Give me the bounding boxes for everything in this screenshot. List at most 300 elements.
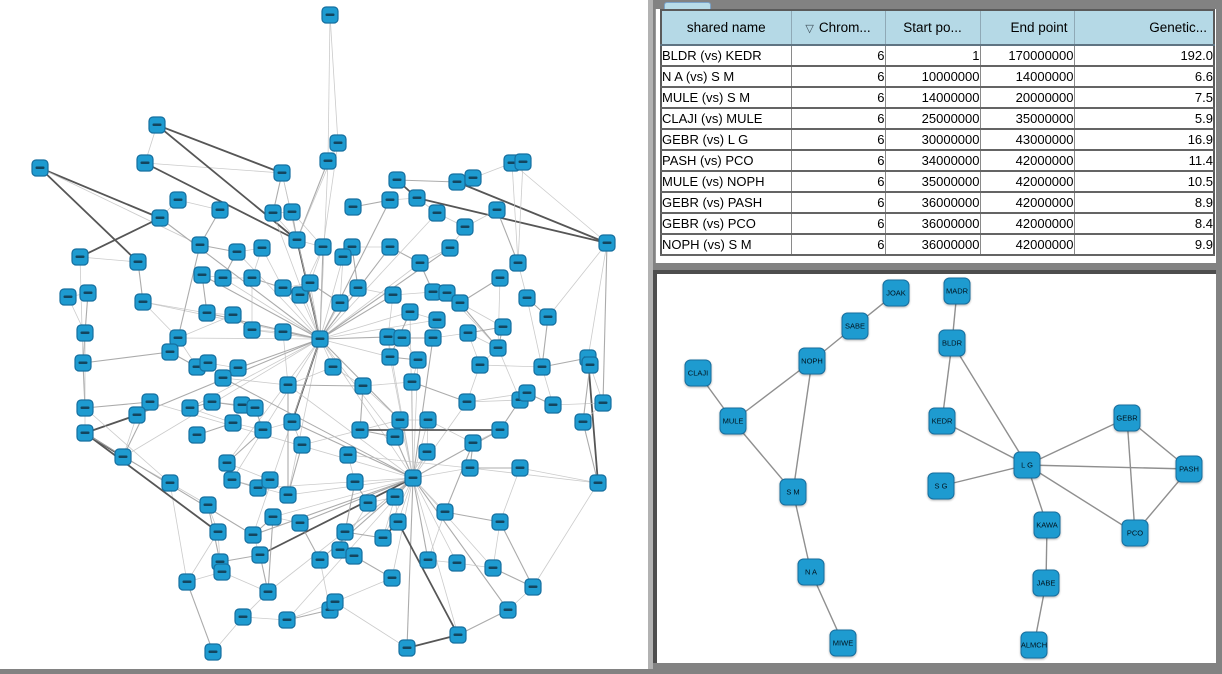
- cell-shared-name: BLDR (vs) KEDR: [661, 45, 791, 66]
- node-label-glyph: [36, 167, 45, 170]
- node-label-glyph: [229, 422, 238, 425]
- node-label-glyph: [356, 429, 365, 432]
- node-label-glyph: [141, 162, 150, 165]
- network-edge[interactable]: [83, 352, 170, 363]
- node-label-glyph: [393, 179, 402, 182]
- node-label-glyph: [283, 619, 292, 622]
- node-label-glyph: [429, 291, 438, 294]
- network-edge[interactable]: [527, 298, 542, 367]
- node-label: PASH: [1179, 464, 1199, 474]
- node-label-glyph: [288, 211, 297, 214]
- cell-value: 20000000: [980, 87, 1074, 108]
- cell-value: 170000000: [980, 45, 1074, 66]
- network-edge[interactable]: [793, 361, 812, 492]
- node-label: MADR: [945, 286, 969, 296]
- node-label-glyph: [239, 616, 248, 619]
- node-label-glyph: [279, 287, 288, 290]
- column-header-chromosome[interactable]: [791, 10, 885, 45]
- node-label-glyph: [316, 559, 325, 562]
- node-label-glyph: [496, 429, 505, 432]
- node-label: L G: [1021, 460, 1033, 470]
- node-label-glyph: [413, 197, 422, 200]
- network-edge[interactable]: [302, 420, 400, 445]
- cell-value: 6: [791, 192, 885, 213]
- node-label-glyph: [329, 366, 338, 369]
- node-label-glyph: [119, 456, 128, 459]
- network-edge[interactable]: [413, 478, 428, 560]
- node-label-glyph: [466, 467, 475, 470]
- cell-value: 10000000: [885, 66, 980, 87]
- node-label-glyph: [183, 581, 192, 584]
- network-edge[interactable]: [518, 162, 523, 263]
- node-label-glyph: [216, 209, 225, 212]
- column-header-start-position[interactable]: Start po...: [885, 10, 980, 45]
- node-label-glyph: [293, 239, 302, 242]
- cell-value: 192.0: [1074, 45, 1214, 66]
- network-edge[interactable]: [470, 468, 598, 483]
- node-label-glyph: [208, 401, 217, 404]
- table-header-row: [661, 10, 1214, 45]
- network-edge[interactable]: [320, 320, 437, 339]
- table-row[interactable]: [661, 150, 1214, 171]
- table-row[interactable]: [661, 129, 1214, 150]
- node-label: MULE: [722, 416, 744, 426]
- cell-value: 7.5: [1074, 87, 1214, 108]
- edge-attribute-table: [660, 9, 1215, 256]
- node-label-glyph: [234, 367, 243, 370]
- node-label-glyph: [279, 331, 288, 334]
- node-label-glyph: [296, 294, 305, 297]
- cell-value: 6: [791, 45, 885, 66]
- cell-shared-name: N A (vs) S M: [661, 66, 791, 87]
- node-label-glyph: [216, 561, 225, 564]
- node-label-glyph: [594, 482, 603, 485]
- node-label-glyph: [258, 247, 267, 250]
- node-label-glyph: [326, 14, 335, 17]
- cell-value: 6.6: [1074, 66, 1214, 87]
- node-label-glyph: [386, 199, 395, 202]
- network-edge[interactable]: [157, 125, 297, 240]
- node-label-glyph: [341, 531, 350, 534]
- node-label-glyph: [264, 591, 273, 594]
- node-label-glyph: [219, 277, 228, 280]
- cell-value: 6: [791, 150, 885, 171]
- cell-value: 36000000: [885, 213, 980, 234]
- cell-value: 42000000: [980, 192, 1074, 213]
- network-edge[interactable]: [952, 343, 1027, 465]
- filter-icon: ▽: [805, 23, 814, 35]
- table-body: [661, 45, 1214, 255]
- node-label-glyph: [81, 432, 90, 435]
- table-row[interactable]: [661, 213, 1214, 234]
- node-label-glyph: [359, 385, 368, 388]
- node-label-glyph: [174, 337, 183, 340]
- cell-value: 14000000: [980, 66, 1074, 87]
- node-label-glyph: [398, 337, 407, 340]
- network-edge[interactable]: [330, 15, 338, 143]
- cell-value: 6: [791, 234, 885, 255]
- network-node-bldr[interactable]: [939, 330, 966, 357]
- network-edge[interactable]: [397, 180, 457, 182]
- node-label-glyph: [228, 479, 237, 482]
- node-label-glyph: [248, 329, 257, 332]
- node-label-glyph: [379, 537, 388, 540]
- node-label-glyph: [504, 609, 513, 612]
- cell-value: 1: [885, 45, 980, 66]
- small-network-canvas[interactable]: [657, 274, 1216, 663]
- node-label-glyph: [298, 444, 307, 447]
- node-label-glyph: [496, 521, 505, 524]
- node-label-glyph: [446, 247, 455, 250]
- cell-value: 16.9: [1074, 129, 1214, 150]
- node-label-glyph: [324, 160, 333, 163]
- node-label-glyph: [351, 481, 360, 484]
- network-edge[interactable]: [288, 385, 363, 386]
- node-label-glyph: [81, 407, 90, 410]
- cell-shared-name: NOPH (vs) S M: [661, 234, 791, 255]
- network-node-s-m[interactable]: [780, 479, 807, 506]
- node-label-glyph: [336, 302, 345, 305]
- node-label-glyph: [256, 554, 265, 557]
- network-node-gebr[interactable]: [1114, 405, 1141, 432]
- node-label-glyph: [391, 436, 400, 439]
- node-label-glyph: [238, 404, 247, 407]
- network-node-kedr[interactable]: [929, 408, 956, 435]
- node-label: NOPH: [801, 356, 823, 366]
- node-label-glyph: [429, 337, 438, 340]
- cell-value: 6: [791, 213, 885, 234]
- cell-shared-name: MULE (vs) S M: [661, 87, 791, 108]
- network-edge[interactable]: [223, 378, 288, 385]
- node-label-glyph: [316, 338, 325, 341]
- node-label-glyph: [463, 401, 472, 404]
- node-label-glyph: [204, 504, 213, 507]
- cell-value: 36000000: [885, 234, 980, 255]
- network-node-miwe[interactable]: [830, 630, 857, 657]
- table-row[interactable]: [661, 171, 1214, 192]
- node-label-glyph: [254, 487, 263, 490]
- node-label: GEBR: [1116, 413, 1138, 423]
- node-label-glyph: [64, 296, 73, 299]
- node-label-glyph: [476, 364, 485, 367]
- node-label-glyph: [453, 181, 462, 184]
- node-label-glyph: [186, 407, 195, 410]
- cell-value: 34000000: [885, 150, 980, 171]
- node-label-glyph: [409, 477, 418, 480]
- cell-value: 9.9: [1074, 234, 1214, 255]
- column-header-end-point[interactable]: End point: [980, 10, 1074, 45]
- network-node-noph[interactable]: [799, 348, 826, 375]
- network-edge[interactable]: [80, 218, 160, 257]
- node-label: KEDR: [931, 416, 953, 426]
- network-node-pash[interactable]: [1176, 456, 1203, 483]
- network-edge[interactable]: [413, 478, 508, 610]
- network-edge[interactable]: [603, 243, 607, 403]
- node-label-glyph: [443, 292, 452, 295]
- cell-value: 30000000: [885, 129, 980, 150]
- node-label-glyph: [523, 392, 532, 395]
- node-label-glyph: [334, 142, 343, 145]
- node-label-glyph: [219, 377, 228, 380]
- node-label-glyph: [218, 571, 227, 574]
- network-edge[interactable]: [1127, 418, 1135, 533]
- network-edge[interactable]: [398, 522, 458, 635]
- cell-value: 42000000: [980, 171, 1074, 192]
- node-label-glyph: [384, 336, 393, 339]
- node-label-glyph: [414, 359, 423, 362]
- cell-value: 43000000: [980, 129, 1074, 150]
- node-label: JOAK: [886, 288, 906, 298]
- network-edge[interactable]: [187, 582, 213, 652]
- node-label-glyph: [156, 217, 165, 220]
- node-label-glyph: [248, 277, 257, 280]
- node-label-glyph: [266, 479, 275, 482]
- node-label-glyph: [586, 364, 595, 367]
- column-header-chromosome-label: Chrom...: [818, 20, 871, 35]
- node-label-glyph: [496, 277, 505, 280]
- table-row[interactable]: [661, 192, 1214, 213]
- network-edge[interactable]: [40, 168, 160, 218]
- node-label-glyph: [538, 366, 547, 369]
- node-label-glyph: [454, 634, 463, 637]
- network-node-joak[interactable]: [883, 280, 910, 307]
- node-label-glyph: [549, 404, 558, 407]
- cell-value: 6: [791, 87, 885, 108]
- network-node-s-g[interactable]: [928, 473, 955, 500]
- network-node-mule[interactable]: [720, 408, 747, 435]
- node-label-glyph: [423, 451, 432, 454]
- small-network-panel: [653, 270, 1216, 663]
- node-label-glyph: [233, 251, 242, 254]
- node-label: S G: [934, 481, 948, 491]
- table-row[interactable]: [661, 66, 1214, 87]
- network-node-sabe[interactable]: [842, 313, 869, 340]
- node-label-glyph: [166, 351, 175, 354]
- node-label-glyph: [84, 292, 93, 295]
- node-label-glyph: [336, 549, 345, 552]
- node-label-glyph: [406, 311, 415, 314]
- node-label-glyph: [394, 521, 403, 524]
- node-label-glyph: [433, 319, 442, 322]
- network-edge[interactable]: [498, 278, 500, 348]
- node-label-glyph: [349, 206, 358, 209]
- node-label-glyph: [209, 651, 218, 654]
- node-label-glyph: [516, 467, 525, 470]
- node-label-glyph: [306, 282, 315, 285]
- node-label-glyph: [529, 586, 538, 589]
- node-label: KAWA: [1036, 520, 1058, 530]
- node-label-glyph: [153, 124, 162, 127]
- network-edge[interactable]: [223, 378, 413, 478]
- node-label-glyph: [408, 381, 417, 384]
- network-edge[interactable]: [445, 443, 473, 512]
- cell-shared-name: MULE (vs) NOPH: [661, 171, 791, 192]
- node-label: PCO: [1126, 528, 1144, 538]
- cell-value: 25000000: [885, 108, 980, 129]
- network-edge[interactable]: [178, 245, 200, 338]
- network-edge[interactable]: [512, 163, 518, 263]
- node-label-glyph: [364, 502, 373, 505]
- node-label-glyph: [134, 261, 143, 264]
- table-row[interactable]: [661, 87, 1214, 108]
- node-label-glyph: [350, 555, 359, 558]
- network-edge[interactable]: [533, 483, 598, 587]
- node-label-glyph: [133, 414, 142, 417]
- network-edge[interactable]: [85, 408, 170, 483]
- node-label-glyph: [284, 494, 293, 497]
- cell-value: 35000000: [980, 108, 1074, 129]
- cell-shared-name: GEBR (vs) PCO: [661, 213, 791, 234]
- node-label-glyph: [386, 356, 395, 359]
- node-label-glyph: [389, 294, 398, 297]
- network-edge[interactable]: [1027, 418, 1127, 465]
- cell-value: 6: [791, 171, 885, 192]
- node-label-glyph: [354, 287, 363, 290]
- node-label-glyph: [146, 401, 155, 404]
- node-label-glyph: [251, 407, 260, 410]
- network-node-almch[interactable]: [1021, 632, 1048, 659]
- node-label-glyph: [494, 347, 503, 350]
- node-label-glyph: [469, 442, 478, 445]
- node-label-glyph: [223, 462, 232, 465]
- cell-value: 42000000: [980, 213, 1074, 234]
- table-row[interactable]: [661, 45, 1214, 66]
- network-edge[interactable]: [40, 168, 138, 262]
- node-label-glyph: [579, 421, 588, 424]
- network-edge[interactable]: [85, 433, 218, 532]
- node-label-glyph: [278, 172, 287, 175]
- node-label-glyph: [599, 402, 608, 405]
- node-label-glyph: [424, 559, 433, 562]
- column-header-genetic[interactable]: Genetic...: [1074, 10, 1214, 45]
- cell-value: 10.5: [1074, 171, 1214, 192]
- node-label: JABE: [1036, 578, 1056, 588]
- cell-value: 36000000: [885, 192, 980, 213]
- node-label-glyph: [76, 256, 85, 259]
- node-label-glyph: [229, 314, 238, 317]
- node-label: MIWE: [832, 638, 854, 648]
- network-node-jabe[interactable]: [1033, 570, 1060, 597]
- node-label-glyph: [523, 297, 532, 300]
- node-label-glyph: [284, 384, 293, 387]
- node-label-glyph: [493, 209, 502, 212]
- network-node-pco[interactable]: [1122, 520, 1149, 547]
- cell-value: 6: [791, 66, 885, 87]
- network-edge[interactable]: [1027, 465, 1189, 469]
- network-edge[interactable]: [480, 365, 542, 367]
- node-label: BLDR: [941, 338, 962, 348]
- cell-value: 5.9: [1074, 108, 1214, 129]
- network-node-l-g[interactable]: [1014, 452, 1041, 479]
- network-node-madr[interactable]: [944, 278, 971, 305]
- cell-value: 11.4: [1074, 150, 1214, 171]
- node-label-glyph: [464, 332, 473, 335]
- network-edge[interactable]: [157, 125, 282, 173]
- node-label-glyph: [348, 246, 357, 249]
- node-label-glyph: [196, 244, 205, 247]
- node-label-glyph: [514, 262, 523, 265]
- node-label-glyph: [269, 516, 278, 519]
- node-label-glyph: [453, 562, 462, 565]
- node-label: SABE: [844, 321, 865, 331]
- node-label-glyph: [344, 454, 353, 457]
- node-label-glyph: [203, 312, 212, 315]
- node-label-glyph: [269, 212, 278, 215]
- node-label-glyph: [386, 246, 395, 249]
- node-label-glyph: [288, 421, 297, 424]
- node-label-glyph: [499, 326, 508, 329]
- node-label-glyph: [81, 332, 90, 335]
- cell-shared-name: PASH (vs) PCO: [661, 150, 791, 171]
- node-label-glyph: [396, 419, 405, 422]
- cell-value: 42000000: [980, 150, 1074, 171]
- cell-value: 35000000: [885, 171, 980, 192]
- network-edge[interactable]: [80, 257, 83, 363]
- node-label-glyph: [249, 534, 258, 537]
- node-label-glyph: [198, 274, 207, 277]
- node-label-glyph: [461, 226, 470, 229]
- node-label-glyph: [193, 434, 202, 437]
- network-edge[interactable]: [335, 602, 407, 648]
- node-label-glyph: [339, 256, 348, 259]
- network-node-claji[interactable]: [685, 360, 712, 387]
- node-label-glyph: [296, 522, 305, 525]
- node-label: N A: [804, 567, 818, 577]
- node-label-glyph: [469, 177, 478, 180]
- node-label-glyph: [489, 567, 498, 570]
- cell-shared-name: GEBR (vs) L G: [661, 129, 791, 150]
- network-node-n-a[interactable]: [798, 559, 825, 586]
- network-node-kawa[interactable]: [1034, 512, 1061, 539]
- cell-value: 42000000: [980, 234, 1074, 255]
- node-label: ALMCH: [1020, 640, 1048, 650]
- node-label-glyph: [456, 302, 465, 305]
- node-label-glyph: [519, 161, 528, 164]
- cell-value: 6: [791, 129, 885, 150]
- node-label: S M: [786, 487, 800, 497]
- node-label: CLAJI: [687, 368, 709, 378]
- cell-value: 8.4: [1074, 213, 1214, 234]
- cell-value: 14000000: [885, 87, 980, 108]
- node-label-glyph: [166, 482, 175, 485]
- node-label-glyph: [331, 601, 340, 604]
- table-panel: [655, 9, 1216, 263]
- node-label-glyph: [603, 242, 612, 245]
- network-edge[interactable]: [548, 243, 607, 317]
- cell-value: 8.9: [1074, 192, 1214, 213]
- node-label-glyph: [214, 531, 223, 534]
- node-label-glyph: [441, 511, 450, 514]
- node-label-glyph: [416, 262, 425, 265]
- node-label-glyph: [403, 647, 412, 650]
- column-header-shared-name[interactable]: shared name: [661, 10, 791, 45]
- node-label-glyph: [388, 577, 397, 580]
- cell-shared-name: CLAJI (vs) MULE: [661, 108, 791, 129]
- table-row[interactable]: [661, 108, 1214, 129]
- cell-value: 6: [791, 108, 885, 129]
- node-label-glyph: [544, 316, 553, 319]
- node-label-glyph: [139, 301, 148, 304]
- node-label-glyph: [174, 199, 183, 202]
- node-label-glyph: [433, 212, 442, 215]
- network-edge[interactable]: [500, 522, 533, 587]
- table-row[interactable]: [661, 234, 1214, 255]
- node-label-glyph: [204, 362, 213, 365]
- network-edge[interactable]: [80, 257, 138, 262]
- node-label-glyph: [79, 362, 88, 365]
- cell-shared-name: GEBR (vs) PASH: [661, 192, 791, 213]
- node-label-glyph: [319, 246, 328, 249]
